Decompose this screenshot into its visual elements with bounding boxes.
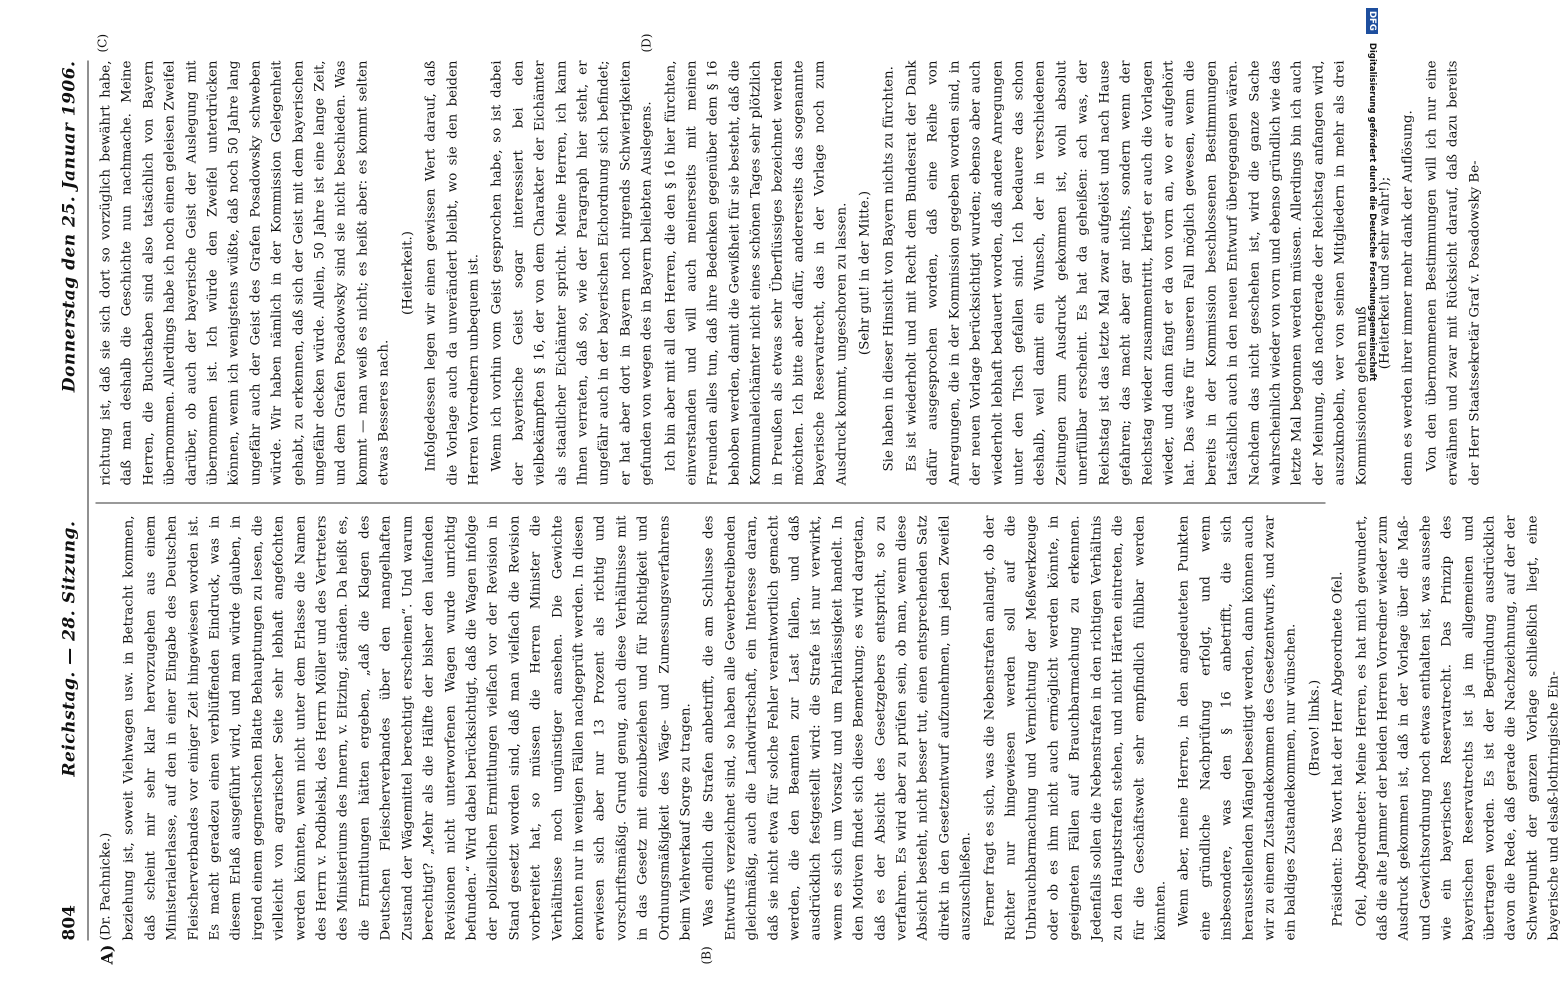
paragraph: Sie haben in dieser Hinsicht von Bayern nichts zu fürchten.	[881, 66, 897, 472]
paragraph: (Bravo! links.)	[1307, 679, 1323, 777]
digitization-credit	[1363, 8, 1381, 998]
paragraph: Von den übernommenen Bestimmungen will ich nur eine erwähnen und zwar mit Rücksicht darauf, daß dazu bereits der Herr Staatssekretär Graf v. Posadowsky Be-	[1424, 60, 1483, 486]
margin-marker-b: (B)	[699, 946, 714, 965]
paragraph: (Heiterkeit.)	[400, 231, 416, 315]
paragraph: (Sehr gut! in der Mitte.)	[857, 190, 873, 356]
credit-text: Digitalisierung gefördert durch die Deutsche Forschungsgemeinschaft	[1367, 42, 1377, 382]
paragraph: Infolgedessen legen wir einen gewissen Wert darauf, daß die Vorlage auch da unverändert bleibt, wo sie den beiden Herren Vorrednern unbequem ist.	[423, 60, 482, 486]
paragraph: (Dr. Pachnicke.)	[98, 832, 114, 941]
paragraph: Es ist wiederholt und mit Recht dem Bundesrat der Dank dafür ausgesprochen worden, daß eine Reihe von Anregungen, die in der Kommission gegeben worden sind, in der neuen Vorlage berücksichtigt wurden; ebenso aber auch wiederholt lebhaft bedauert worden, daß andere Anregungen unter den Tisch gefallen sind. Ich bedauere das schon deshalb, weil damit ein Wunsch, der in verschiedenen Zeitungen zum Ausdruck gekommen ist, wohl absolut unerfüllbar erscheint. Es hat da geheißen: ach was, der Reichstag ist das letzte Mal zwar aufgelöst und nach Hause gefahren; das macht aber gar nichts, sondern wenn der Reichstag wieder zusammentritt, kriegt er auch die Vorlagen wieder, und dann fängt er da von vorn an, wo er aufgehört hat. Das wäre für unseren Fall möglich gewesen, wenn die bereits in der Kommission beschlossenen Bestimmungen tatsächlich auch in den neuen Entwurf übergegangen wären. Nachdem das nicht geschehen ist, wird die ganze Sache wahrscheinlich wieder von vorn und ebenso gründlich wie das letzte Mal begonnen werden müssen. Allerdings bin ich auch der Meinung, daß nachgerade der Reichstag anfangen wird, auszuknobeln, wer von seinen Mitgliedern in mehr als drei Kommissionen gehen muß	[904, 60, 1370, 486]
paragraph: denn es werden ihrer immer mehr dank der Auflösung.	[1400, 110, 1416, 486]
paragraph: Wenn aber, meine Herren, in den angedeuteten Punkten eine gründliche Nachprüfung erfolgt, und wenn insbesondere, was den § 16 anbetrifft, die sich herausstellenden Mängel beseitigt werden, dann können auch wir zu einem Zustandekommen des Gesetzentwurfs, und zwar ein baldiges Zustandekommen, nur wünschen.	[1176, 515, 1299, 941]
session-date: Donnerstag den 25. Januar 1906.	[59, 60, 80, 393]
paragraph: Ofel, Abgeordneter: Meine Herren, es hat mich gewundert, daß die alte Jammer der beiden Herren Vorredner wieder zum Ausdruck gekommen ist, daß in der Vorlage über die Maß- und Gewichtsordnung noch etwas enthalten ist, was aussehe wie ein bayerisches Reservatrecht. Das Prinzip des bayerischen Reservatrechts ist ja im allgemeinen und übertragen worden. Es ist der Begründung ausdrücklich davon die Rede, daß gerade die Nachzeichnung, auf der der Schwerpunkt der ganzen Vorlage schließlich liegt, eine bayerische und elsaß-lothringische Ein-	[1354, 515, 1562, 941]
margin-marker-a: A)	[97, 944, 117, 965]
paragraph: richtung ist, daß sie sich dort so vorzüglich bewährt habe, daß man deshalb die Geschichte nun nachmache. Meine Herren, die Buchstaben sind also tatsächlich von Bayern übernommen. Allerdings habe ich noch einen geleisen Zweifel darüber, ob auch der bayerische Geist der Auslegung mit übernommen ist. Ich würde den Zweifel unterdrücken können, wenn ich wenigstens wüßte, daß noch 50 Jahre lang ungefähr auch der Geist des Grafen Posadowsky schweben würde. Wir haben nämlich in der Kommission Gelegenheit gehabt, zu erkennen, daß sich der Geist mit dem bayerischen ungefähr decken würde. Allein, 50 Jahre ist eine lange Zeit, und dem Grafen Posadowsky sind sie nicht beschieden. Was kommt — man weiß es nicht; es heißt aber: es kommt selten etwas Besseres nach.	[98, 60, 392, 486]
paragraph: Ferner fragt es sich, was die Nebenstrafen anlangt, ob der Richter nur hingewiesen werden soll auf die Unbrauchbarmachung und Vernichtung der Meßwerkzeuge oder ob es ihm nicht auch ermöglicht werden könnte, in geeigneten Fällen auf Brauchbarmachung zu erkennen. Jedenfalls sollen die Nebenstrafen in den richtigen Verhältnis zu den Hauptstrafen stehen, und nicht Härten eintreten, die für die Geschäftswelt sehr empfindlich fühlbar werden könnten.	[982, 515, 1169, 941]
left-text-column	[96, 515, 1562, 941]
page-header	[58, 61, 82, 941]
margin-marker-d: (D)	[639, 33, 654, 53]
paragraph: Präsident: Das Wort hat der Herr Abgeordnete Ofel.	[1330, 571, 1346, 927]
session-title: Reichstag. — 28. Sitzung.	[59, 520, 80, 777]
dfg-logo: DFG	[1366, 8, 1378, 34]
scanned-page	[0, 1, 1562, 1001]
paragraph: Ich bin aber mit all den Herren, die den § 16 hier fürchten, einverstanden und will auch meinerseits mit meinen Freunden alles tun, daß ihre Bedenken gegenüber dem § 16 behoben werden, damit die Gewißheit für sie besteht, daß die Kommunaleichämter nicht eines schönen Tages sehr plötzlich in Preußen als etwas sehr Überflüssiges bezeichnet werden möchten. Ich bitte aber dafür, andererseits das sogenannte bayerische Reservatrecht, das in der Vorlage noch zum Ausdruck kommt, ungeschoren zu lassen.	[663, 60, 850, 486]
header-rule	[88, 61, 89, 941]
paragraph: (Heiterkeit und sehr wahr!);	[1377, 176, 1393, 370]
column-divider	[96, 503, 1326, 504]
paragraph: Was endlich die Strafen anbetrifft, die am Schlusse des Entwurfs verzeichnet sind, so haben alle Gewerbetreibenden gleichmäßig, auch die Landwirtschaft, ein Interesse daran, daß sie nicht etwa für solche Fehler verantwortlich gemacht werden, die den Beamten zur Last fallen, und daß ausdrücklich festgestellt wird: die Strafe ist nur verwirkt, wenn es sich um Vorsatz und um Fahrlässigkeit handelt. In den Motiven findet sich diese Bemerkung; es wird dargetan, daß es der Absicht des Gesetzgebers entspricht, so zu verfahren. Es wird aber zu prüfen sein, ob man, wenn diese Absicht besteht, nicht besser tut, einen entsprechenden Satz direkt in den Gesetzentwurf aufzunehmen, um jeden Zweifel auszuschließen.	[701, 515, 974, 941]
paragraph: beziehung ist, soweit Viehwagen usw. in Betracht kommen, daß scheint mir sehr klar hervorzugehen aus einem Ministerialerlasse, auf den in einer Eingabe des Deutschen Fleischerverbandes vor einiger Zeit hingewiesen worden ist. Es macht geradezu einen verblüffenden Eindruck, was in diesem Erlaß ausgeführt wird, und man würde glauben, in irgend einem gegnerischen Blatte Behauptungen zu lesen, die vielleicht von agrarischer Seite sehr lebhaft angefochten werden könnten, wenn nicht unter dem Erlasse die Namen des Herrn v. Podbielski, des Herrn Möller und des Vertreters des Ministeriums des Innern, v. Eitzing, ständen. Da heißt es, die Ermittlungen hätten ergeben, „daß die Klagen des Deutschen Fleischerverbandes über den mangelhaften Zustand der Wägemittel berechtigt erscheinen“. Und warum berechtigt? „Mehr als die Hälfte der bisher den laufenden Revisionen nicht unterworfenen Wagen wurde unrichtig befunden.“ Wird dabei berücksichtigt, daß die Wagen infolge der polizeilichen Ermittlungen vielfach vor der Revision in Stand gesetzt worden sind, daß man vielfach die Revision vorbereitet hat, so müssen die Herren Minister die Verhältnisse noch ungünstiger ansehen. Die Gewichte konnten nur in wenigen Fällen nachgeprüft werden. In diesen erwiesen sich aber nur 13 Prozent als richtig und vorschriftsmäßig. Grund genug, auch diese Verhältnisse mit in das Gesetz mit einzubeziehen und für Richtigkeit und Ordnungsmäßigkeit des Wäge- und Zumessungsverfahrens beim Viehverkauf Sorge zu tragen.	[121, 515, 694, 941]
paragraph: Wenn ich vorhin vom Geist gesprochen habe, so ist dabei der bayerische Geist sogar interessiert bei den vielbekämpften § 16, der von dem Charakter der Eichämter als staatlicher Eichämter spricht. Meine Herren, ich kann Ihnen verraten, daß so, wie der Paragraph hier steht, er ungefähr auch in der bayerischen Eichordnung sich befindet; er hat aber dort in Bayern noch nirgends Schwierigkeiten gefunden von wegen des in Bayern beliebten Auslegens.	[489, 60, 655, 486]
page-number: 804	[59, 905, 80, 941]
margin-marker-c: (C)	[95, 33, 110, 53]
